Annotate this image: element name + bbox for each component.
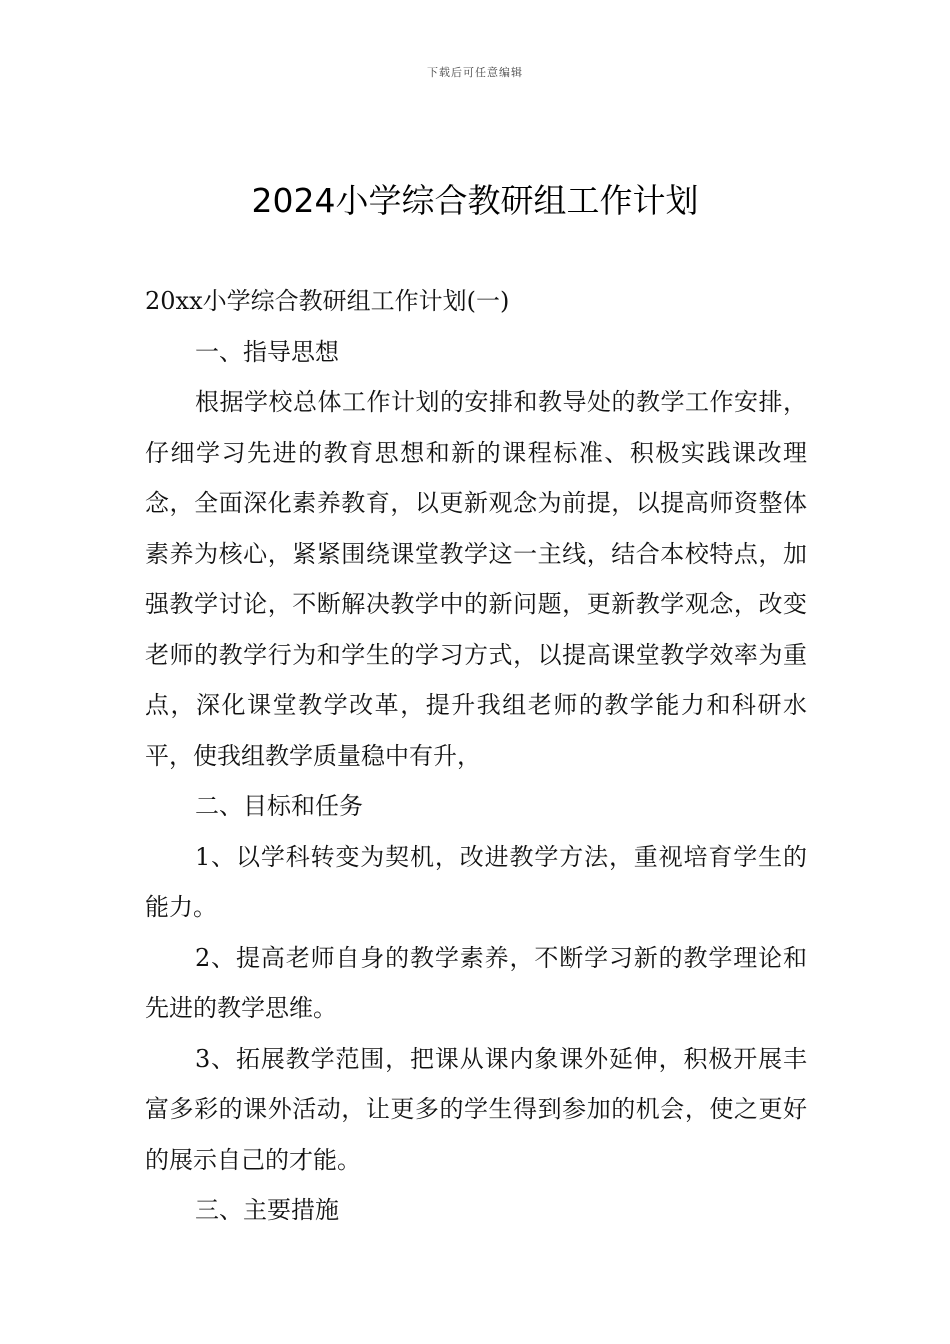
paragraph-goal-2: 2、提高老师自身的教学素养，不断学习新的教学理论和先进的教学思维。: [145, 943, 807, 1022]
document-body: [145, 276, 807, 1236]
paragraph-guiding-ideology: 根据学校总体工作计划的安排和教导处的教学工作安排，仔细学习先进的教育思想和新的课程标准、积极实践课改理念，全面深化素养教育，以更新观念为前提，以提高师资整体素养为核心，紧紧围绕课堂教学这一主线，结合本校特点，加强教学讨论，不断解决教学中的新问题，更新教学观念，改变老师的教学行为和学生的学习方式，以提高课堂教学效率为重点，深化课堂教学改革，提升我组老师的教学能力和科研水平，使我组教学质量稳中有升，: [145, 388, 807, 770]
page-header-watermark: 下载后可任意编辑: [427, 66, 523, 79]
document-subtitle: 20xx小学综合教研组工作计划(一): [145, 287, 510, 315]
document-title: 2024小学综合教研组工作计划: [251, 181, 699, 220]
section-heading-goals-tasks: 二、目标和任务: [195, 792, 363, 820]
section-heading-guiding-ideology: 一、指导思想: [195, 337, 339, 366]
paragraph-goal-1: 1、以学科转变为契机，改进教学方法，重视培育学生的能力。: [145, 842, 807, 921]
section-heading-main-measures: 三、主要措施: [195, 1196, 339, 1224]
paragraph-goal-3: 3、拓展教学范围，把课从课内象课外延伸，积极开展丰富多彩的课外活动，让更多的学生得到参加的机会，使之更好的展示自己的才能。: [145, 1044, 807, 1174]
